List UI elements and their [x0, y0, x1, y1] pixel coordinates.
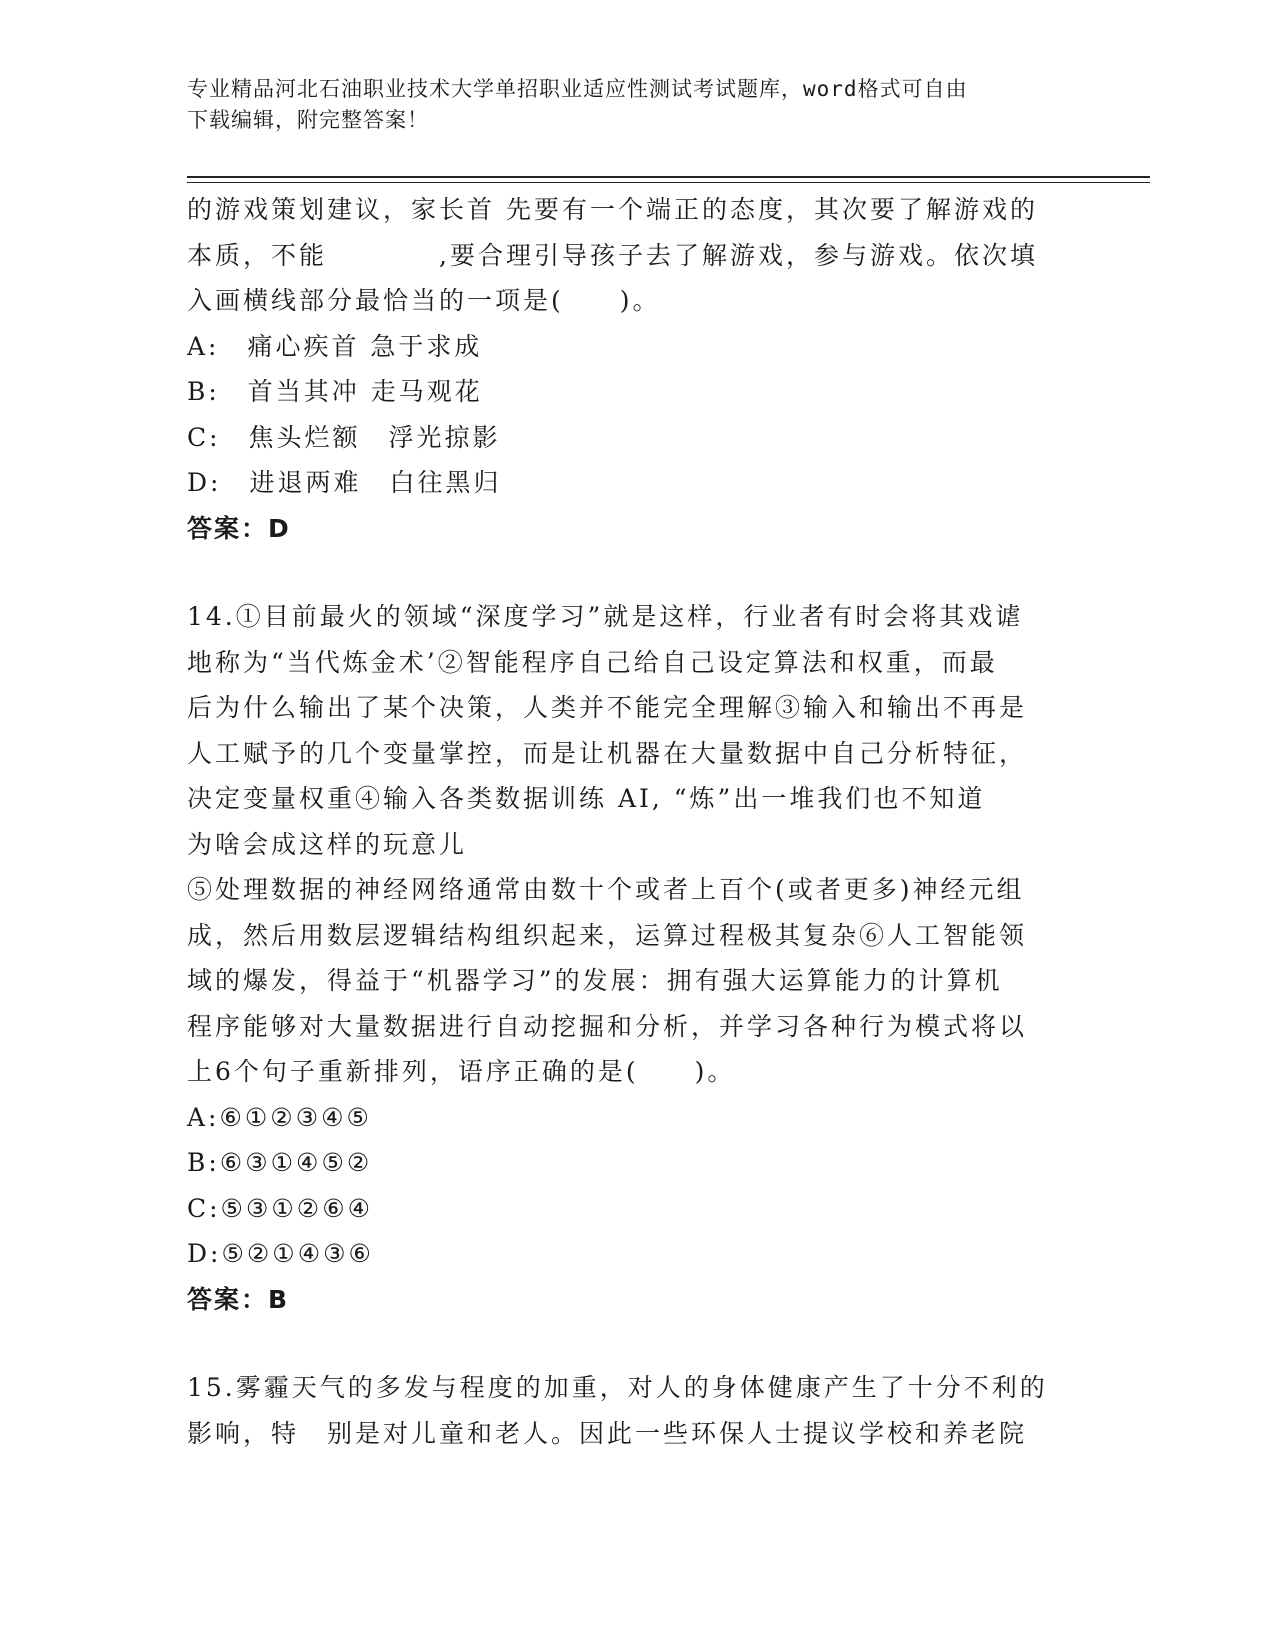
- option-a: A: 痛心疾首 急于求成: [187, 331, 483, 361]
- question-text-line: 为啥会成这样的玩意儿: [187, 829, 468, 859]
- question-13: [187, 187, 1087, 551]
- question-text-line: ⑤处理数据的神经网络通常由数十个或者上百个(或者更多)神经元组: [187, 875, 1025, 904]
- document-body: [187, 187, 1087, 1456]
- header-rule-thin: [187, 182, 1150, 183]
- option-b: B:⑥③①④⑤②: [187, 1148, 373, 1177]
- question-text-line: 影响，特 别是对儿童和老人。因此一些环保人士提议学校和养老院: [187, 1418, 1028, 1448]
- option-a: A:⑥①②③④⑤: [187, 1102, 372, 1132]
- question-text-line: 成，然后用数层逻辑结构组织起来，运算过程极其复杂⑥人工智能领: [187, 920, 1028, 950]
- header-line-1: 专业精品河北石油职业技术大学单招职业适应性测试考试题库，word格式可自由: [187, 77, 968, 101]
- question-text-line: 决定变量权重④输入各类数据训练 AI, “炼”出一堆我们也不知道: [187, 784, 986, 813]
- header-rule-thick: [187, 176, 1150, 178]
- question-15: [187, 1365, 1087, 1456]
- page-header: [187, 74, 1067, 136]
- question-text-line: 人工赋予的几个变量掌控，而是让机器在大量数据中自己分析特征，: [187, 738, 1028, 768]
- option-b: B: 首当其冲 走马观花: [187, 377, 483, 406]
- question-text-line: 地称为“当代炼金术’②智能程序自己给自己设定算法和权重，而最: [187, 647, 998, 677]
- option-d: D:⑤②①④③⑥: [187, 1239, 374, 1268]
- question-text-line: 后为什么输出了某个决策，人类并不能完全理解③输入和输出不再是: [187, 693, 1028, 722]
- spacer: [187, 1322, 1087, 1365]
- question-text-line: 的游戏策划建议，家长首 先要有一个端正的态度，其次要了解游戏的: [187, 195, 1038, 224]
- option-d: D: 进退两难 白往黑归: [187, 468, 502, 497]
- spacer: [187, 551, 1087, 594]
- answer-line: 答案：B: [187, 1284, 290, 1314]
- question-text-line: 程序能够对大量数据进行自动挖掘和分析，并学习各种行为模式将以: [187, 1011, 1028, 1041]
- question-text-line: 上6个句子重新排列，语序正确的是( )。: [187, 1057, 736, 1086]
- question-text-line: 14.①目前最火的领域“深度学习”就是这样，行业者有时会将其戏谑: [187, 602, 1024, 631]
- header-line-2: 下载编辑，附完整答案！: [187, 108, 429, 132]
- option-c: C: 焦头烂额 浮光掠影: [187, 422, 501, 452]
- answer-line: 答案：D: [187, 513, 291, 543]
- question-text-line: 15.雾霾天气的多发与程度的加重，对人的身体健康产生了十分不利的: [187, 1373, 1048, 1402]
- question-14: [187, 594, 1087, 1322]
- option-c: C:⑤③①②⑥④: [187, 1193, 374, 1223]
- question-text-line: 域的爆发，得益于“机器学习”的发展：拥有强大运算能力的计算机: [187, 966, 1003, 995]
- question-text-line: 本质，不能 ,要合理引导孩子去了解游戏，参与游戏。依次填: [187, 240, 1038, 270]
- question-text-line: 入画横线部分最恰当的一项是( )。: [187, 286, 661, 315]
